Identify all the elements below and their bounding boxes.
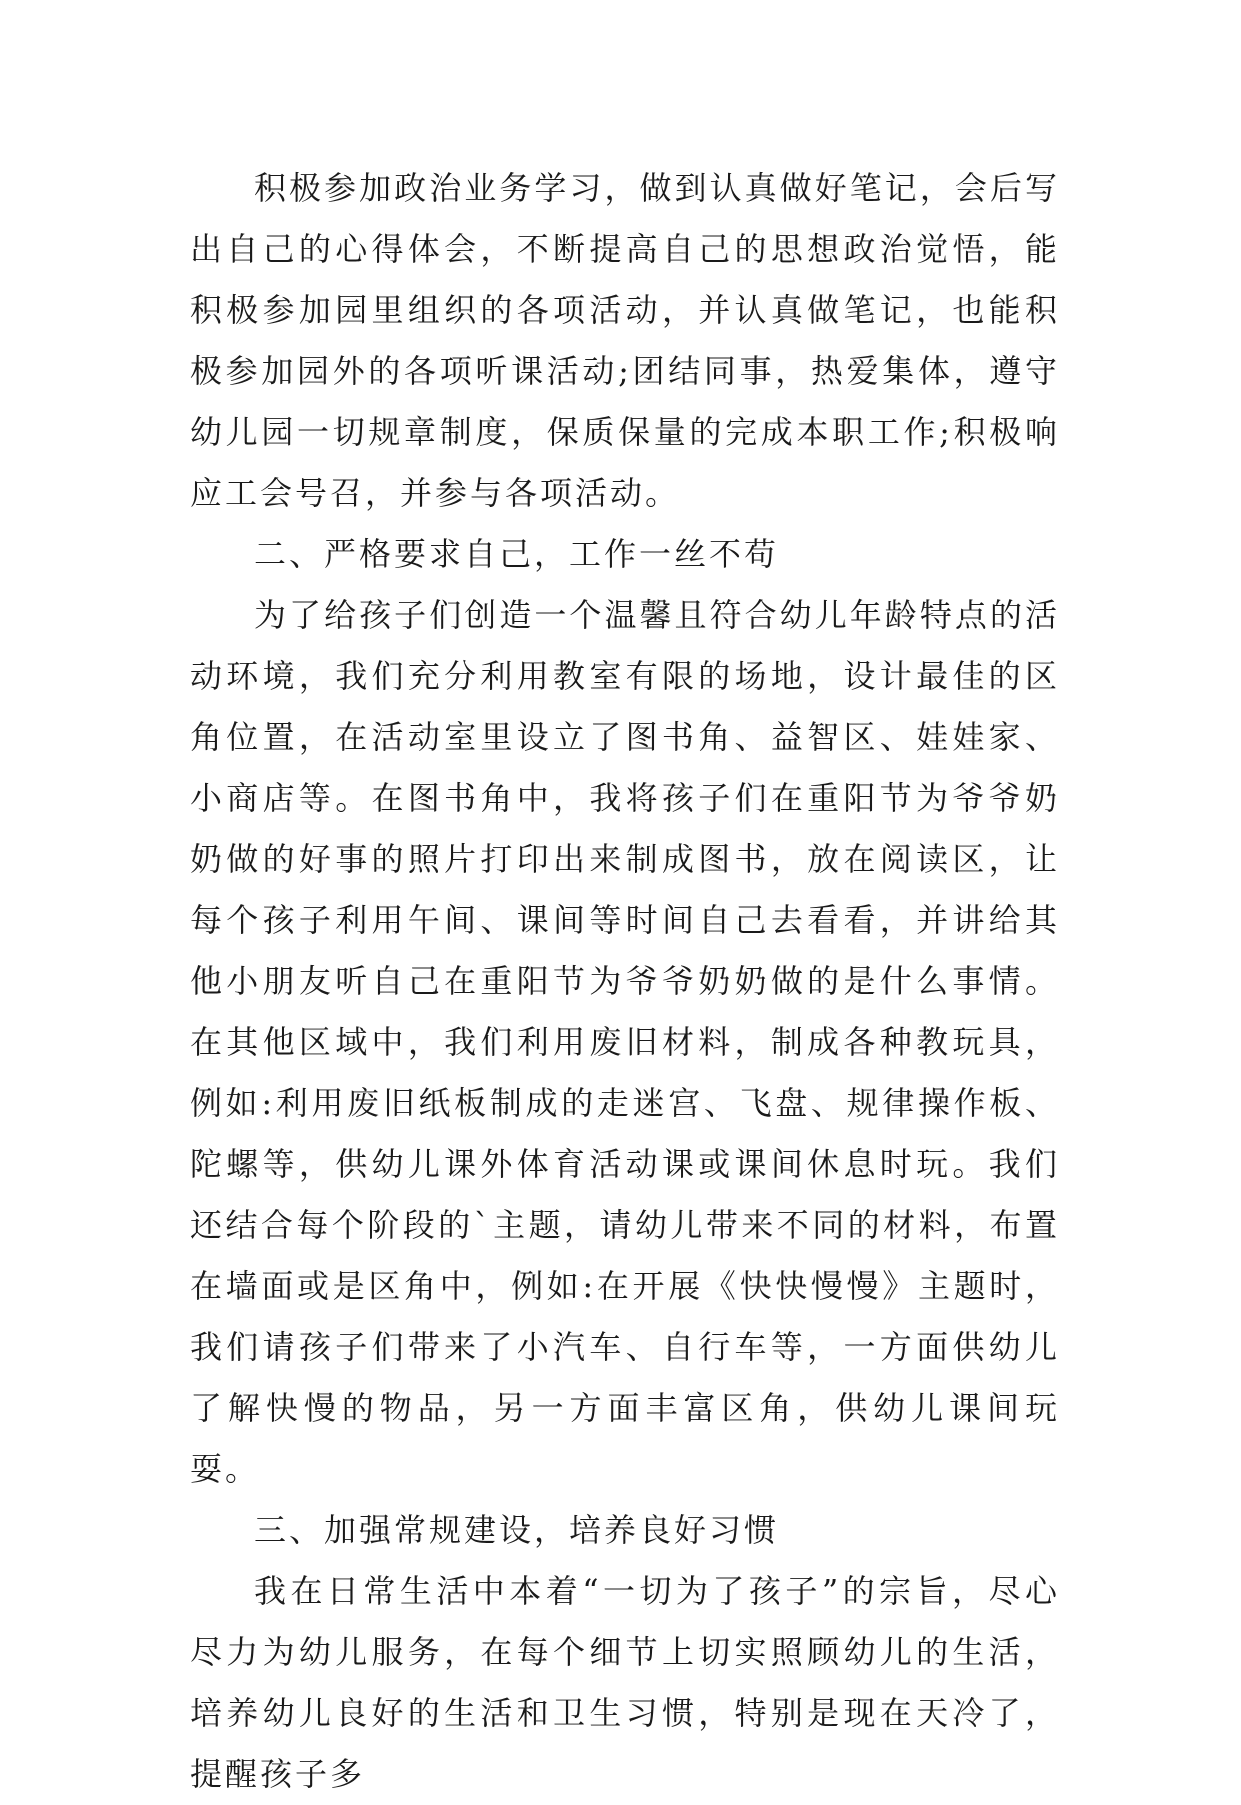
- section-heading-3: 三、加强常规建设，培养良好习惯: [254, 1511, 780, 1549]
- document-body: [190, 158, 1060, 1805]
- paragraph-political-study: 积极参加政治业务学习，做到认真做好笔记，会后写出自己的心得体会，不断提高自己的思想政治觉悟，能积极参加园里组织的各项活动，并认真做笔记，也能积极参加园外的各项听课活动;团结同事，热爱集体，遵守幼儿园一切规章制度，保质保量的完成本职工作;积极响应工会号召，并参与各项活动。: [190, 169, 1060, 512]
- section-heading-2: 二、严格要求自己，工作一丝不苟: [254, 535, 780, 573]
- paragraph-activity-environment: 为了给孩子们创造一个温馨且符合幼儿年龄特点的活动环境，我们充分利用教室有限的场地，设计最佳的区角位置，在活动室里设立了图书角、益智区、娃娃家、小商店等。在图书角中，我将孩子们在重阳节为爷爷奶奶做的好事的照片打印出来制成图书，放在阅读区，让每个孩子利用午间、课间等时间自己去看看，并讲给其他小朋友听自己在重阳节为爷爷奶奶做的是什么事情。在其他区域中，我们利用废旧材料，制成各种教玩具，例如:利用废旧纸板制成的走迷宫、飞盘、规律操作板、陀螺等，供幼儿课外体育活动课或课间休息时玩。我们还结合每个阶段的`主题，请幼儿带来不同的材料，布置在墙面或是区角中，例如:在开展《快快慢慢》主题时，我们请孩子们带来了小汽车、自行车等，一方面供幼儿了解快慢的物品，另一方面丰富区角，供幼儿课间玩耍。: [190, 596, 1060, 1488]
- paragraph-daily-habits: 我在日常生活中本着“一切为了孩子”的宗旨，尽心尽力为幼儿服务，在每个细节上切实照顾幼儿的生活，培养幼儿良好的生活和卫生习惯，特别是现在天冷了，提醒孩子多: [190, 1572, 1060, 1793]
